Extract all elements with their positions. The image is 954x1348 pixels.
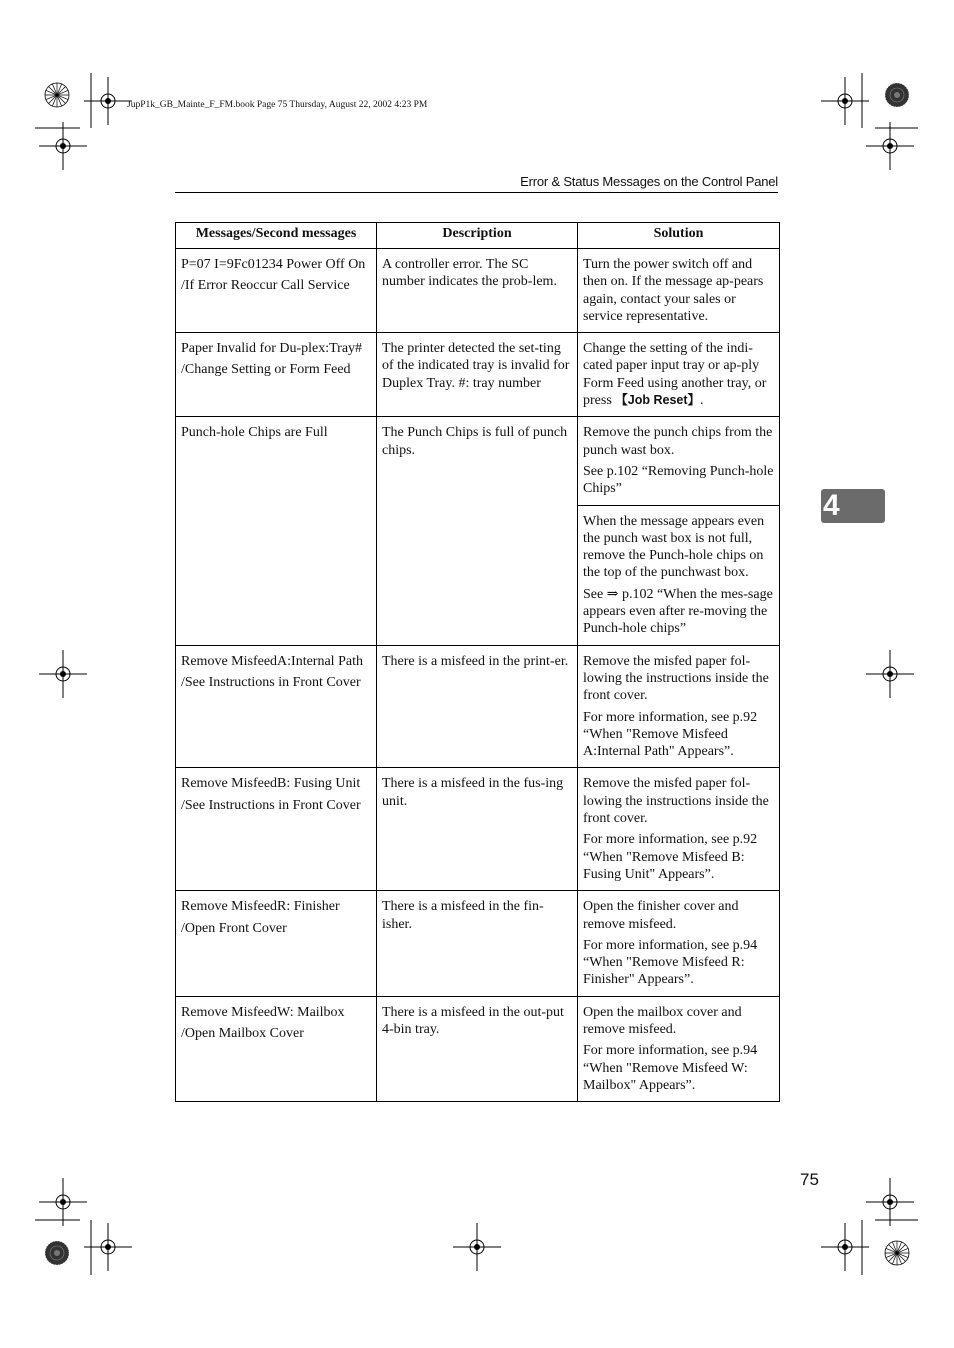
description-cell <box>377 891 578 996</box>
table-row <box>176 333 780 417</box>
solution-text-post: . <box>700 393 704 409</box>
solution-reference: For more information, see p.92 “When "Remove Misfeed A:Internal Path" Appears”. <box>583 709 758 760</box>
second-message-text: /Open Front Cover <box>181 920 287 936</box>
message-cell <box>176 996 377 1101</box>
message-cell <box>176 249 377 333</box>
solution-reference: See ⇒ p.102 “When the mes-sage appears even after re-moving the Punch-hole chips” <box>583 586 773 637</box>
second-message-text: /See Instructions in Front Cover <box>181 797 361 813</box>
message-cell <box>176 645 377 768</box>
chapter-number: 4 <box>823 489 840 522</box>
column-header-messages: Messages/Second messages <box>176 223 377 249</box>
solution-text: Turn the power switch off and then on. If the message ap-pears again, contact your sales or service representative. <box>583 257 764 324</box>
solution-reference: See p.102 “Removing Punch-hole Chips” <box>583 463 774 497</box>
chapter-tab <box>821 489 885 523</box>
message-cell <box>176 768 377 891</box>
solution-text <box>583 340 774 409</box>
message-text: Remove MisfeedW: Mailbox <box>181 1004 345 1020</box>
column-header-description: Description <box>377 223 578 249</box>
solution-reference: For more information, see p.94 “When "Remove Misfeed W: Mailbox" Appears”. <box>583 1043 758 1093</box>
solution-cell <box>578 505 780 645</box>
table-row <box>176 891 780 996</box>
solution-text: Remove the misfed paper fol-lowing the instructions inside the front cover. <box>583 653 769 704</box>
solution-text: Remove the misfed paper fol-lowing the instructions inside the front cover. <box>583 776 769 827</box>
solution-text: Remove the punch chips from the punch wast box. <box>583 425 773 458</box>
solution-cell <box>578 768 780 891</box>
message-text: Remove MisfeedA:Internal Path <box>181 653 363 669</box>
description-text: There is a misfeed in the fin-isher. <box>382 899 544 932</box>
description-text: There is a misfeed in the print-er. <box>382 653 569 669</box>
table-row <box>176 249 780 333</box>
solution-text-pre: Change the setting of the indi-cated paper input tray or ap-ply Form Feed using another tray, or press <box>583 341 767 409</box>
message-cell <box>176 417 377 645</box>
job-reset-key-label: 【Job Reset】 <box>615 393 701 408</box>
message-text: Remove MisfeedR: Finisher <box>181 899 340 915</box>
table-row <box>176 996 780 1101</box>
page-number: 75 <box>800 1170 819 1189</box>
column-header-solution: Solution <box>578 223 780 249</box>
solution-text: Open the mailbox cover and remove misfeed. <box>583 1004 742 1037</box>
solution-cell <box>578 891 780 996</box>
solution-cell <box>578 333 780 417</box>
message-cell <box>176 891 377 996</box>
description-text: The Punch Chips is full of punch chips. <box>382 425 568 458</box>
solution-reference: For more information, see p.92 “When "Remove Misfeed B: Fusing Unit" Appears”. <box>583 832 758 882</box>
table-row <box>176 645 780 768</box>
header-rule <box>175 192 778 193</box>
second-message-text: /Open Mailbox Cover <box>181 1025 304 1041</box>
message-text: Punch-hole Chips are Full <box>181 425 328 441</box>
message-cell <box>176 333 377 417</box>
second-message-text: /Change Setting or Form Feed <box>181 362 351 378</box>
table-header-row <box>176 223 780 249</box>
table-row <box>176 768 780 891</box>
description-cell <box>377 768 578 891</box>
solution-cell <box>578 996 780 1101</box>
solution-cell <box>578 417 780 505</box>
solution-cell <box>578 249 780 333</box>
solution-cell <box>578 645 780 768</box>
solution-text: Open the finisher cover and remove misfeed. <box>583 899 739 932</box>
description-text: A controller error. The SC number indicates the prob-lem. <box>382 257 557 290</box>
description-cell <box>377 645 578 768</box>
description-cell <box>377 996 578 1101</box>
running-header: Error & Status Messages on the Control Panel <box>520 174 778 189</box>
solution-reference: For more information, see p.94 “When "Remove Misfeed R: Finisher" Appears”. <box>583 937 758 988</box>
table-row <box>176 417 780 505</box>
message-text: P=07 I=9Fc01234 Power Off On <box>181 257 366 272</box>
book-file-info: JupP1k_GB_Mainte_F_FM.book Page 75 Thursday, August 22, 2002 4:23 PM <box>127 100 428 110</box>
second-message-text: /See Instructions in Front Cover <box>181 674 361 690</box>
message-text: Remove MisfeedB: Fusing Unit <box>181 776 361 792</box>
description-cell <box>377 249 578 333</box>
messages-table <box>175 222 780 1102</box>
description-text: There is a misfeed in the fus-ing unit. <box>382 776 564 809</box>
description-cell <box>377 417 578 645</box>
solution-text: When the message appears even the punch wast box is not full, remove the Punch-hole chips on the top of the punchwast box. <box>583 513 765 581</box>
second-message-text: /If Error Reoccur Call Service <box>181 278 350 294</box>
description-text: There is a misfeed in the out-put 4-bin tray. <box>382 1004 564 1037</box>
description-cell <box>377 333 578 417</box>
message-text: Paper Invalid for Du-plex:Tray# <box>181 341 363 357</box>
description-text: The printer detected the set-ting of the indicated tray is invalid for Duplex Tray. #: tray number <box>382 341 570 391</box>
